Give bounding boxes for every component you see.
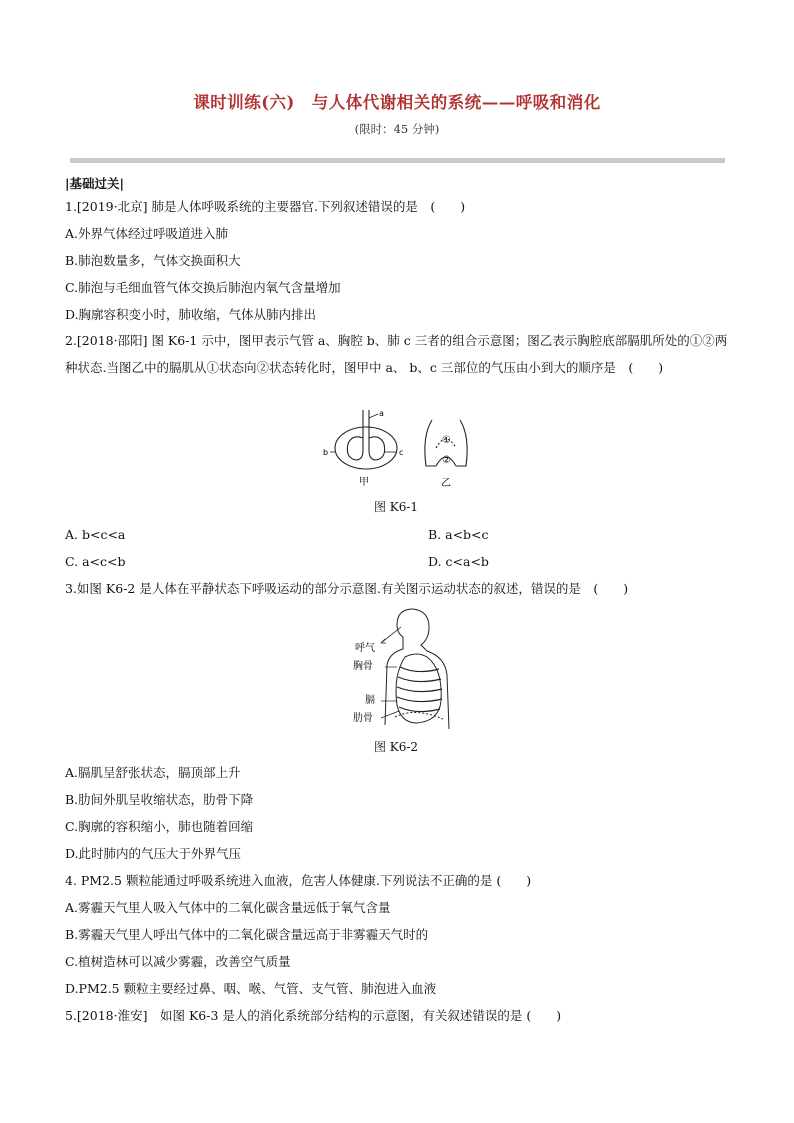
q3-option-c: C.胸廓的容积缩小，肺也随着回缩 [65,819,254,834]
figure-k6-2-caption: 图 K6-2 [373,740,419,754]
state-2-label: ② [442,455,451,466]
q2-option-a: A. b<c<a [65,527,126,542]
figure-k6-2 [345,605,450,733]
figure-k6-1-caption: 图 K6-1 [373,500,419,514]
q2-stem: 2.[2018·邵阳] 图 K6-1 示中，图甲表示气管 a、胸腔 b、肺 c 三者的组合示意图；图乙表示胸腔底部膈肌所处的①②两种状态.当图乙中的膈肌从①状态向②状态转化时，图甲中 a、 b、c 三部位的气压由小到大的顺序是 ( ) [65,333,728,375]
label-leigu: 肋骨 [353,713,373,724]
q1-stem: 1.[2019·北京] 肺是人体呼吸系统的主要器官.下列叙述错误的是 ( ) [65,199,466,214]
label-huqi: 呼气 [355,643,375,654]
page-title: 课时训练(六) 与人体代谢相关的系统——呼吸和消化 [193,93,601,112]
q2-option-b: B. a<b<c [428,527,489,542]
label-a: a [379,409,384,418]
q1-option-d: D.胸廓容积变小时，肺收缩，气体从肺内排出 [65,307,317,322]
figure-k6-1 [318,408,488,492]
label-yi: 乙 [441,478,451,489]
q2-option-d: D. c<a<b [428,554,489,569]
q3-stem: 3.如图 K6-2 是人体在平静状态下呼吸运动的部分示意图.有关图示运动状态的叙述，错误的是 ( ) [65,581,629,596]
diagram-torso [381,609,449,729]
q3-option-b: B.肋间外肌呈收缩状态，肋骨下降 [65,792,254,807]
q5-stem: 5.[2018·淮安] 如图 K6-3 是人的消化系统部分结构的示意图，有关叙述错误的是 ( ) [65,1008,562,1023]
q4-option-d: D.PM2.5 颗粒主要经过鼻、咽、喉、气管、支气管、肺泡进入血液 [65,981,437,996]
section-label: |基础过关| [65,176,125,191]
q4-stem: 4. PM2.5 颗粒能通过呼吸系统进入血液，危害人体健康.下列说法不正确的是 ( ) [65,873,532,888]
q1-option-a: A.外界气体经过呼吸道进入肺 [65,226,229,241]
header-divider [70,158,725,163]
label-ge: 膈 [365,695,375,706]
label-c: c [399,448,404,457]
q4-option-a: A.雾霾天气里人吸入气体中的二氧化碳含量远低于氧气含量 [65,900,391,915]
label-jia: 甲 [359,477,369,488]
state-1-label: ① [442,435,451,446]
q4-option-c: C.植树造林可以减少雾霾，改善空气质量 [65,954,291,969]
time-limit: (限时：45 分钟) [354,122,440,136]
q3-option-a: A.膈肌呈舒张状态，膈顶部上升 [65,765,241,780]
q1-option-b: B.肺泡数量多，气体交换面积大 [65,253,241,268]
q2-option-c: C. a<c<b [65,554,126,569]
q3-option-d: D.此时肺内的气压大于外界气压 [65,846,242,861]
q1-option-c: C.肺泡与毛细血管气体交换后肺泡内氧气含量增加 [65,280,341,295]
label-xionggu: 胸骨 [353,661,373,672]
label-b: b [323,448,329,457]
q4-option-b: B.雾霾天气里人呼出气体中的二氧化碳含量远高于非雾霾天气时的 [65,927,429,942]
diagram-jia [330,410,397,469]
